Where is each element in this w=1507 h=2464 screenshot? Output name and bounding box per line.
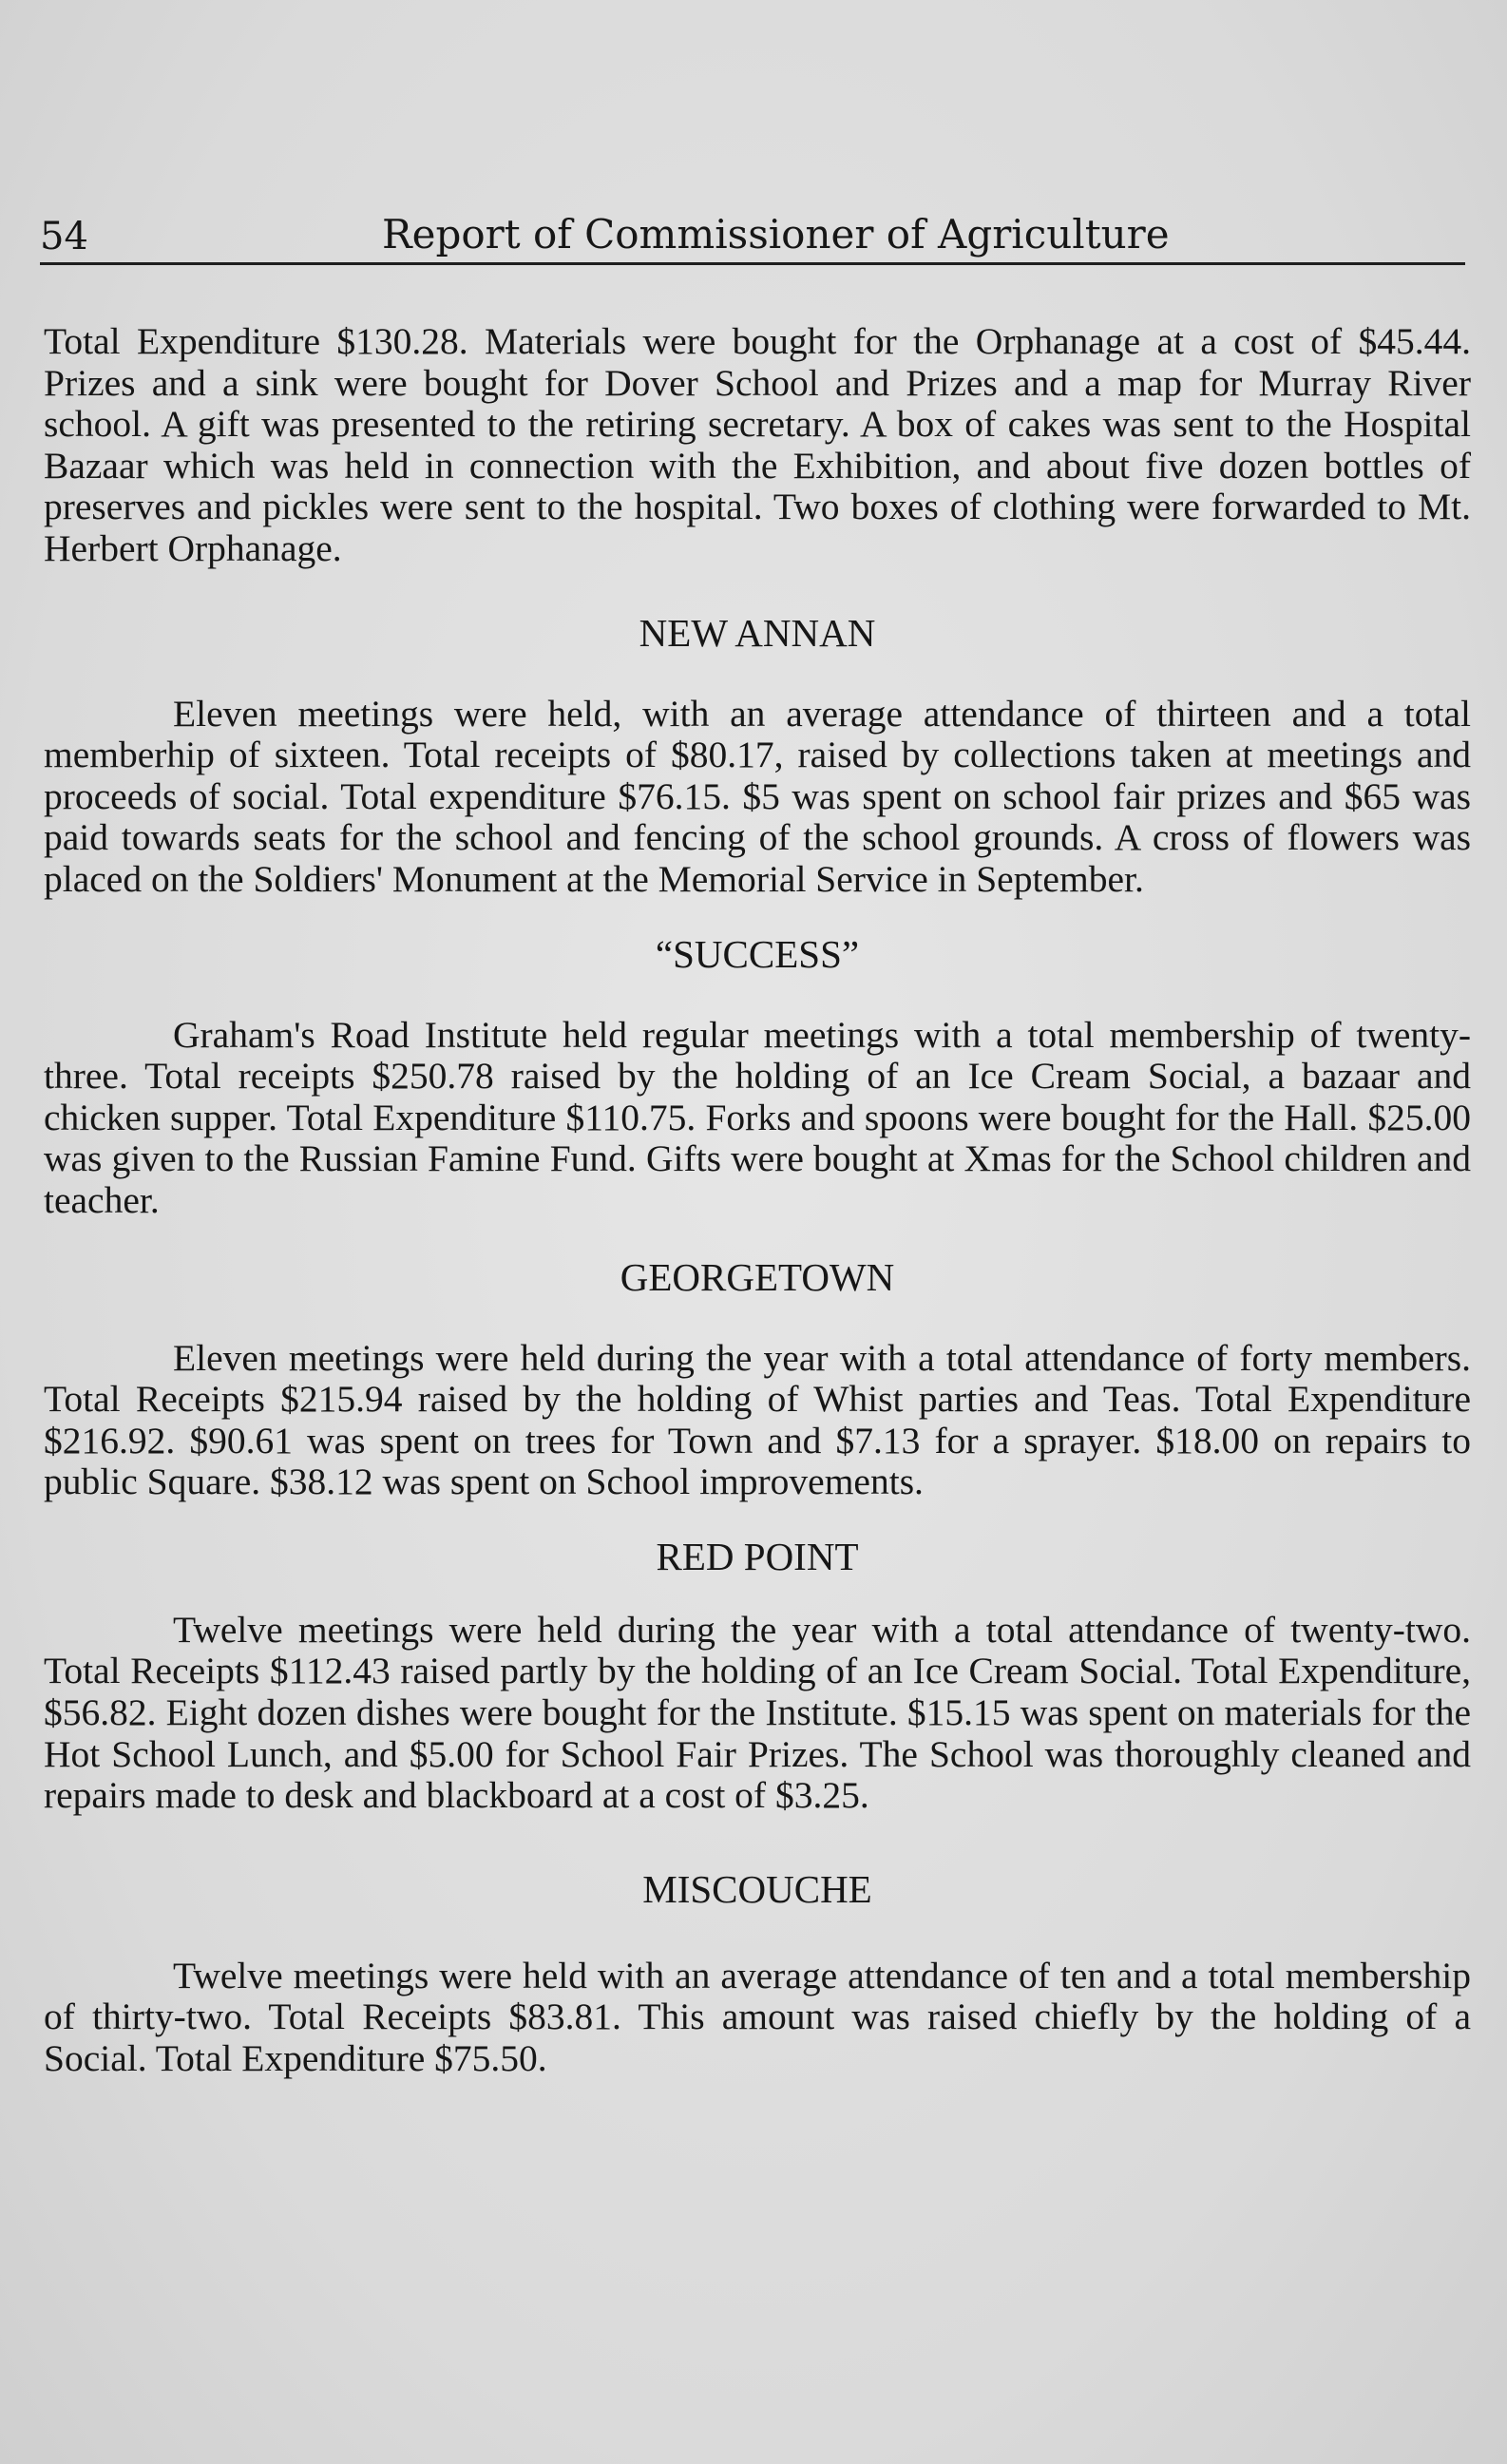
paragraph-success: Graham's Road Institute held regular meetings with a total membership of twenty-three. Total receipts $250.78 raised by the holding of an Ice Cream Social, a bazaar and chicken supper. Total Expenditure $110.75. Forks and spoons were bought for the Hall. $25.00 was given to the Russian Famine Fund. Gifts were bought at Xmas for the School children and teacher. [44, 1013, 1471, 1221]
paragraph-continuation: Total Expenditure $130.28. Materials were bought for the Orphanage at a cost of $45.44. Prizes and a sink were bought for Dover School and Prizes and a map for Murray River school. A gift was presented to the retiring secretary. A box of cakes was sent to the Hospital Bazaar which was held in connection with the Exhibition, and about five dozen bottles of preserves and pickles were sent to the hospital. Two boxes of clothing were forwarded to Mt. Herbert Orphanage. [44, 320, 1471, 569]
section-heading-new-annan: NEW ANNAN [639, 610, 876, 655]
running-header [40, 207, 1465, 265]
section-heading-red-point: RED POINT [656, 1534, 859, 1578]
paragraph-new-annan: Eleven meetings were held, with an average attendance of thirteen and a total memberhip of sixteen. Total receipts of $80.17, raised by collections taken at meetings and proceeds of social. Total expenditure $76.15. $5 was spent on school fair prizes and $65 was paid towards seats for the school and fencing of the school grounds. A cross of flowers was placed on the Soldiers' Monument at the Memorial Service in September. [44, 692, 1471, 900]
paragraph-red-point: Twelve meetings were held during the year with a total attendance of twenty-two. Total Receipts $112.43 raised partly by the holding of an Ice Cream Social. Total Expenditure, $56.82. Eight dozen dishes were bought for the Institute. $15.15 was spent on materials for the Hot School Lunch, and $5.00 for School Fair Prizes. The School was thoroughly cleaned and repairs made to desk and blackboard at a cost of $3.25. [44, 1608, 1471, 1817]
section-heading-success: “SUCCESS” [655, 931, 860, 976]
running-title: Report of Commissioner of Agriculture [382, 211, 1170, 258]
page-number: 54 [40, 215, 88, 258]
report-body [44, 321, 1471, 2080]
section-heading-miscouche: MISCOUCHE [642, 1866, 872, 1911]
paragraph-georgetown: Eleven meetings were held during the year with a total attendance of forty members. Total Receipts $215.94 raised by the holding of Whist parties and Teas. Total Expenditure $216.92. $90.61 was spent on trees for Town and $7.13 for a sprayer. $18.00 on repairs to public Square. $38.12 was spent on School improvements. [44, 1336, 1471, 1503]
paragraph-miscouche: Twelve meetings were held with an average attendance of ten and a total membership of thirty-two. Total Receipts $83.81. This amount was raised chiefly by the holding of a Social. Total Expenditure $75.50. [44, 1954, 1471, 2080]
section-heading-georgetown: GEORGETOWN [620, 1254, 895, 1299]
